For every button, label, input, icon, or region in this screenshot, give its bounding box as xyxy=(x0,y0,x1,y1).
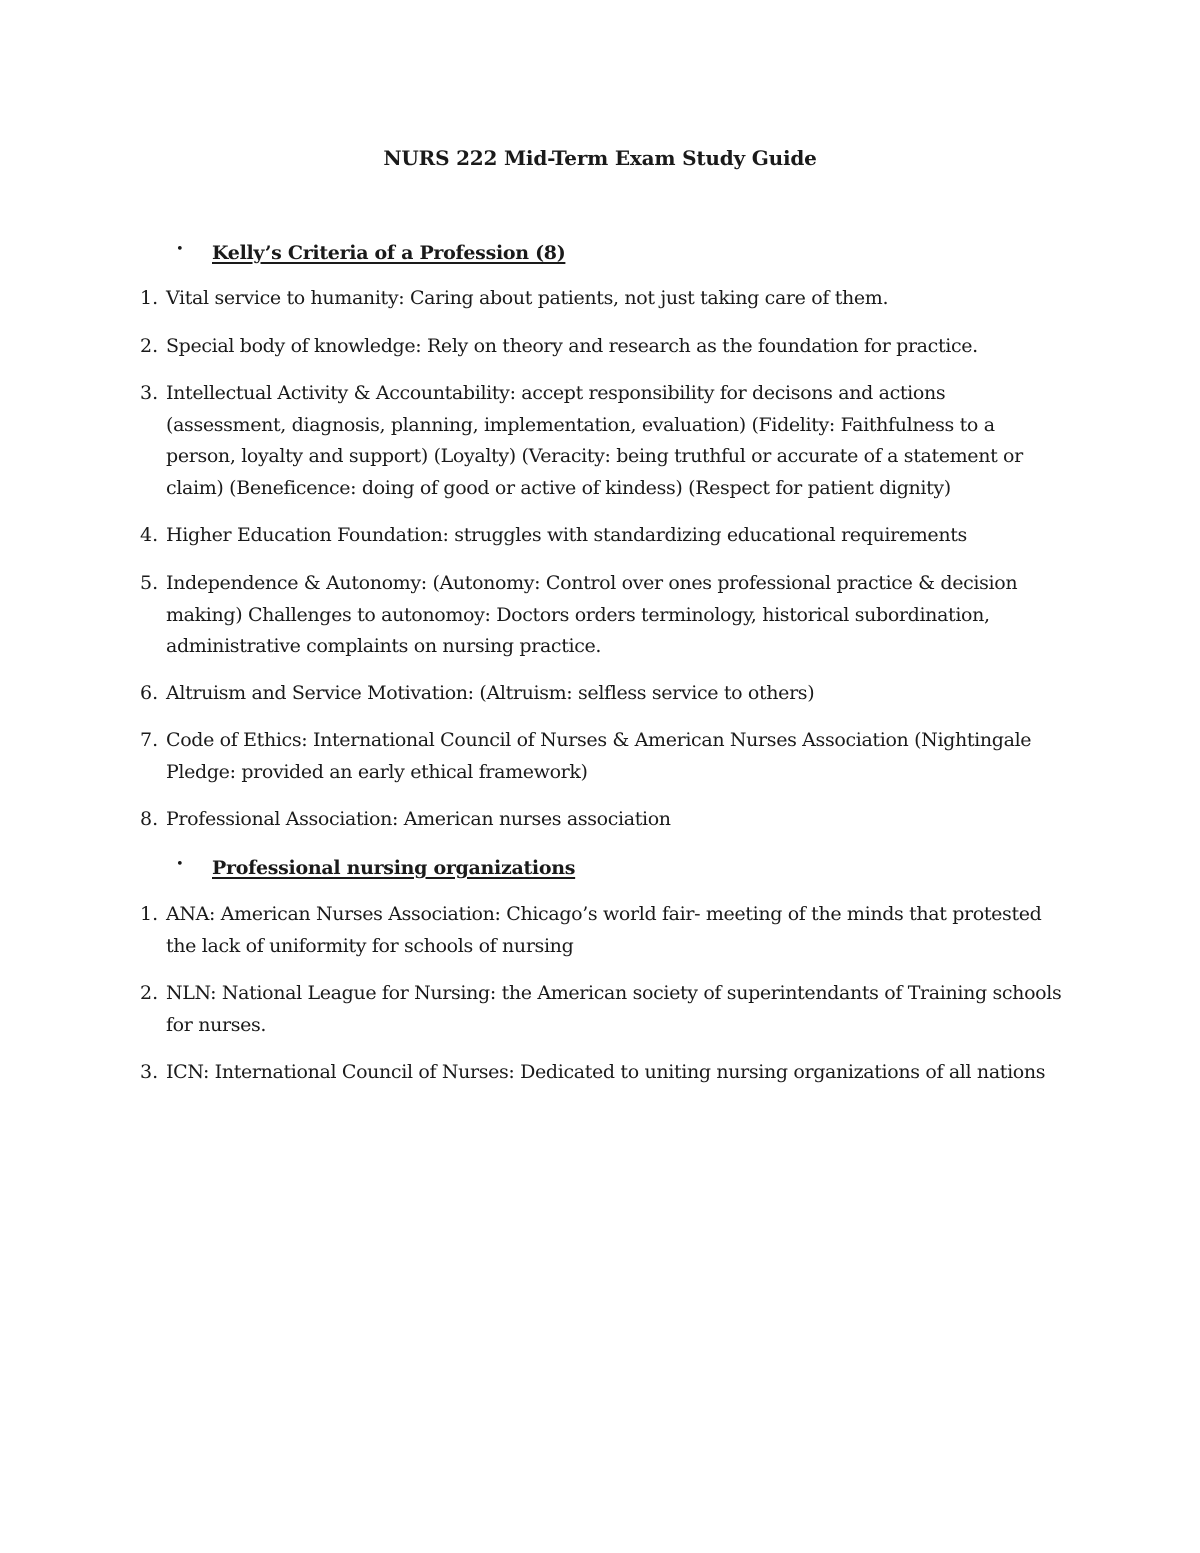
list-item-number: 8. xyxy=(140,808,159,830)
list-item-text: Altruism and Service Motivation: (Altruism: selfless service to others) xyxy=(166,682,815,704)
list-item-text: Vital service to humanity: Caring about patients, not just taking care of them. xyxy=(166,287,889,309)
list-item-number: 4. xyxy=(140,524,159,546)
list-item-text: NLN: National League for Nursing: the American society of superintendants of Training schools for nurses. xyxy=(166,982,1062,1036)
list-item-text: Independence & Autonomy: (Autonomy: Control over ones professional practice & decision making) Challenges to autonomoy: Doctors orders terminology, historical subordination, administrative complaints on nursing practice. xyxy=(166,572,1018,657)
list-item-number: 7. xyxy=(140,729,159,751)
list-item-number: 1. xyxy=(140,287,159,309)
list-item-text: ANA: American Nurses Association: Chicago’s world fair- meeting of the minds that protested the lack of uniformity for schools of nursing xyxy=(166,903,1042,957)
section-heading-professional-organizations xyxy=(0,855,1200,885)
list-item-number: 2. xyxy=(140,335,159,357)
list-item-text: ICN: International Council of Nurses: Dedicated to uniting nursing organizations of all nations xyxy=(166,1061,1046,1083)
section-heading-text: Kelly’s Criteria of a Profession (8) xyxy=(212,242,566,264)
list-item-number: 3. xyxy=(140,1061,159,1083)
list-item-text: Intellectual Activity & Accountability: accept responsibility for decisons and actions (assessment, diagnosis, planning, implementation, evaluation) (Fidelity: Faithfulness to a person, loyalty and support) (Loyalty) (Veracity: being truthful or accurate of a statement or claim) (Beneficence: doing of good or active of kindess) (Respect for patient dignity) xyxy=(166,382,1023,499)
list-item-number: 3. xyxy=(140,382,159,404)
bullet-icon: • xyxy=(176,857,184,872)
list-item-text: Higher Education Foundation: struggles with standardizing educational requirements xyxy=(166,524,967,546)
list-item-text: Code of Ethics: International Council of Nurses & American Nurses Association (Nightingale Pledge: provided an early ethical framework) xyxy=(166,729,1032,783)
list-item-number: 5. xyxy=(140,572,159,594)
section-heading-kellys-criteria xyxy=(0,240,1200,270)
list-item-text: Professional Association: American nurses association xyxy=(166,808,671,830)
list-item-number: 2. xyxy=(140,982,159,1004)
page-title: NURS 222 Mid-Term Exam Study Guide xyxy=(383,146,817,170)
list-item-number: 6. xyxy=(140,682,159,704)
list-item-number: 1. xyxy=(140,903,159,925)
list-item-text: Special body of knowledge: Rely on theory and research as the foundation for practice. xyxy=(166,335,978,357)
section-heading-text: Professional nursing organizations xyxy=(212,857,576,879)
bullet-icon: • xyxy=(176,242,184,257)
